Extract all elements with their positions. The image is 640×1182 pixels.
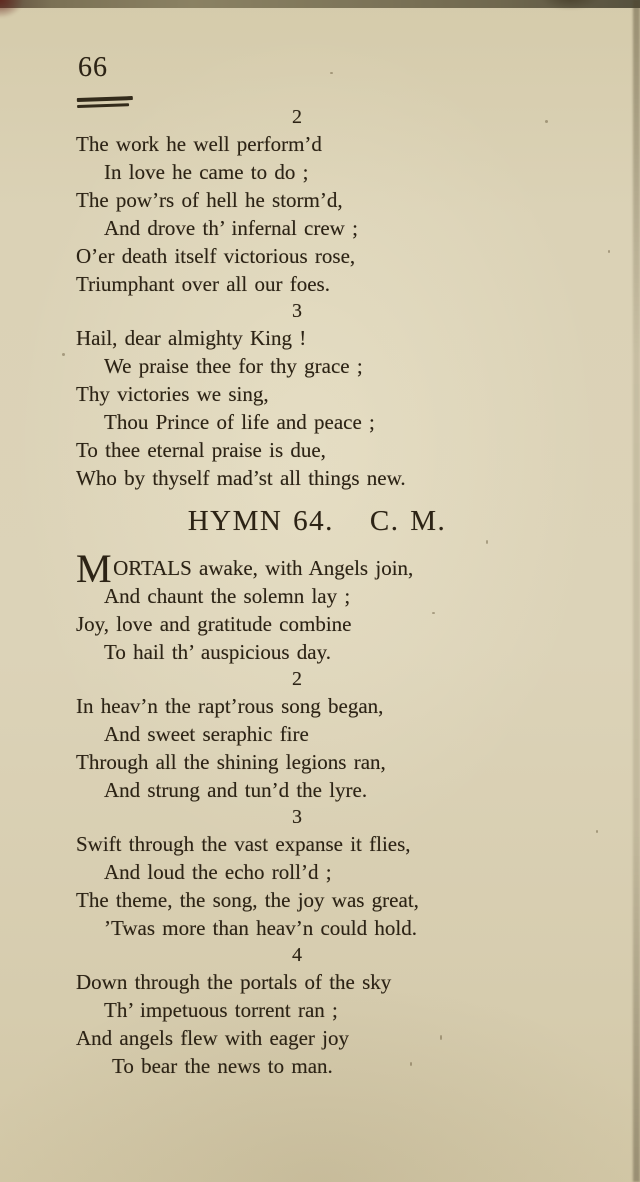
verse-number: 4	[292, 944, 302, 966]
verse	[76, 692, 582, 804]
verse	[76, 546, 582, 666]
verse-line: Swift through the vast expanse it flies,	[76, 832, 411, 856]
verse-line: We praise thee for thy grace ;	[104, 354, 363, 378]
verse-line: And strung and tun’d the lyre.	[104, 778, 368, 802]
verse-line: To hail th’ auspicious day.	[104, 640, 331, 664]
verse-line: Th’ impetuous torrent ran ;	[104, 998, 338, 1022]
verse-line: To bear the news to man.	[112, 1054, 333, 1078]
paper-speck	[608, 250, 610, 253]
verse-line: Hail, dear almighty King !	[76, 326, 307, 350]
page-number: 66	[78, 52, 108, 83]
hymn-heading-number: HYMN 64.	[187, 505, 334, 537]
verse-line: ’Twas more than heav’n could hold.	[104, 916, 417, 940]
verse-line: Triumphant over all our foes.	[76, 272, 330, 296]
verse-line: And chaunt the solemn lay ;	[104, 584, 351, 608]
hymn-heading	[64, 502, 570, 540]
verse-line: To thee eternal praise is due,	[76, 438, 326, 462]
dropcap-letter: M	[76, 546, 113, 591]
paper-speck	[330, 72, 333, 74]
scan-right-edge	[633, 0, 640, 1182]
page-content	[76, 104, 582, 1080]
rule-bar	[77, 96, 133, 101]
verse-line: In love he came to do ;	[104, 160, 309, 184]
verse	[76, 324, 582, 492]
corner-stain	[0, 0, 24, 18]
verse-line: MORTALS awake, with Angels join,	[76, 546, 414, 591]
verse-number: 2	[292, 668, 302, 690]
verse-line: Joy, love and gratitude combine	[76, 612, 352, 636]
verse-line: Down through the portals of the sky	[76, 970, 392, 994]
verse-line: Through all the shining legions ran,	[76, 750, 386, 774]
verse-number: 3	[292, 806, 302, 828]
verse-number: 3	[292, 300, 302, 322]
verse-line: The pow’rs of hell he storm’d,	[76, 188, 343, 212]
verse-line: Thou Prince of life and peace ;	[104, 410, 375, 434]
paper-speck	[596, 830, 598, 833]
verse-line: The theme, the song, the joy was great,	[76, 888, 419, 912]
verse-line: And angels flew with eager joy	[76, 1026, 350, 1050]
verse-line: In heav’n the rapt’rous song began,	[76, 694, 384, 718]
verse-line: Who by thyself mad’st all things new.	[76, 466, 406, 490]
verse-number: 2	[292, 106, 302, 128]
verse	[76, 968, 582, 1080]
verse-line: And drove th’ infernal crew ;	[104, 216, 358, 240]
verse-line: Thy victories we sing,	[76, 382, 269, 406]
paper-speck	[62, 353, 65, 356]
verse-line: O’er death itself victorious rose,	[76, 244, 356, 268]
top-right-smudge	[540, 0, 600, 10]
verse-line: And loud the echo roll’d ;	[104, 860, 332, 884]
verse	[76, 130, 582, 298]
hymn-heading-meter: C. M.	[369, 505, 447, 537]
verse	[76, 830, 582, 942]
verse-line: The work he well perform’d	[76, 132, 322, 156]
verse-line: And sweet seraphic fire	[104, 722, 309, 746]
